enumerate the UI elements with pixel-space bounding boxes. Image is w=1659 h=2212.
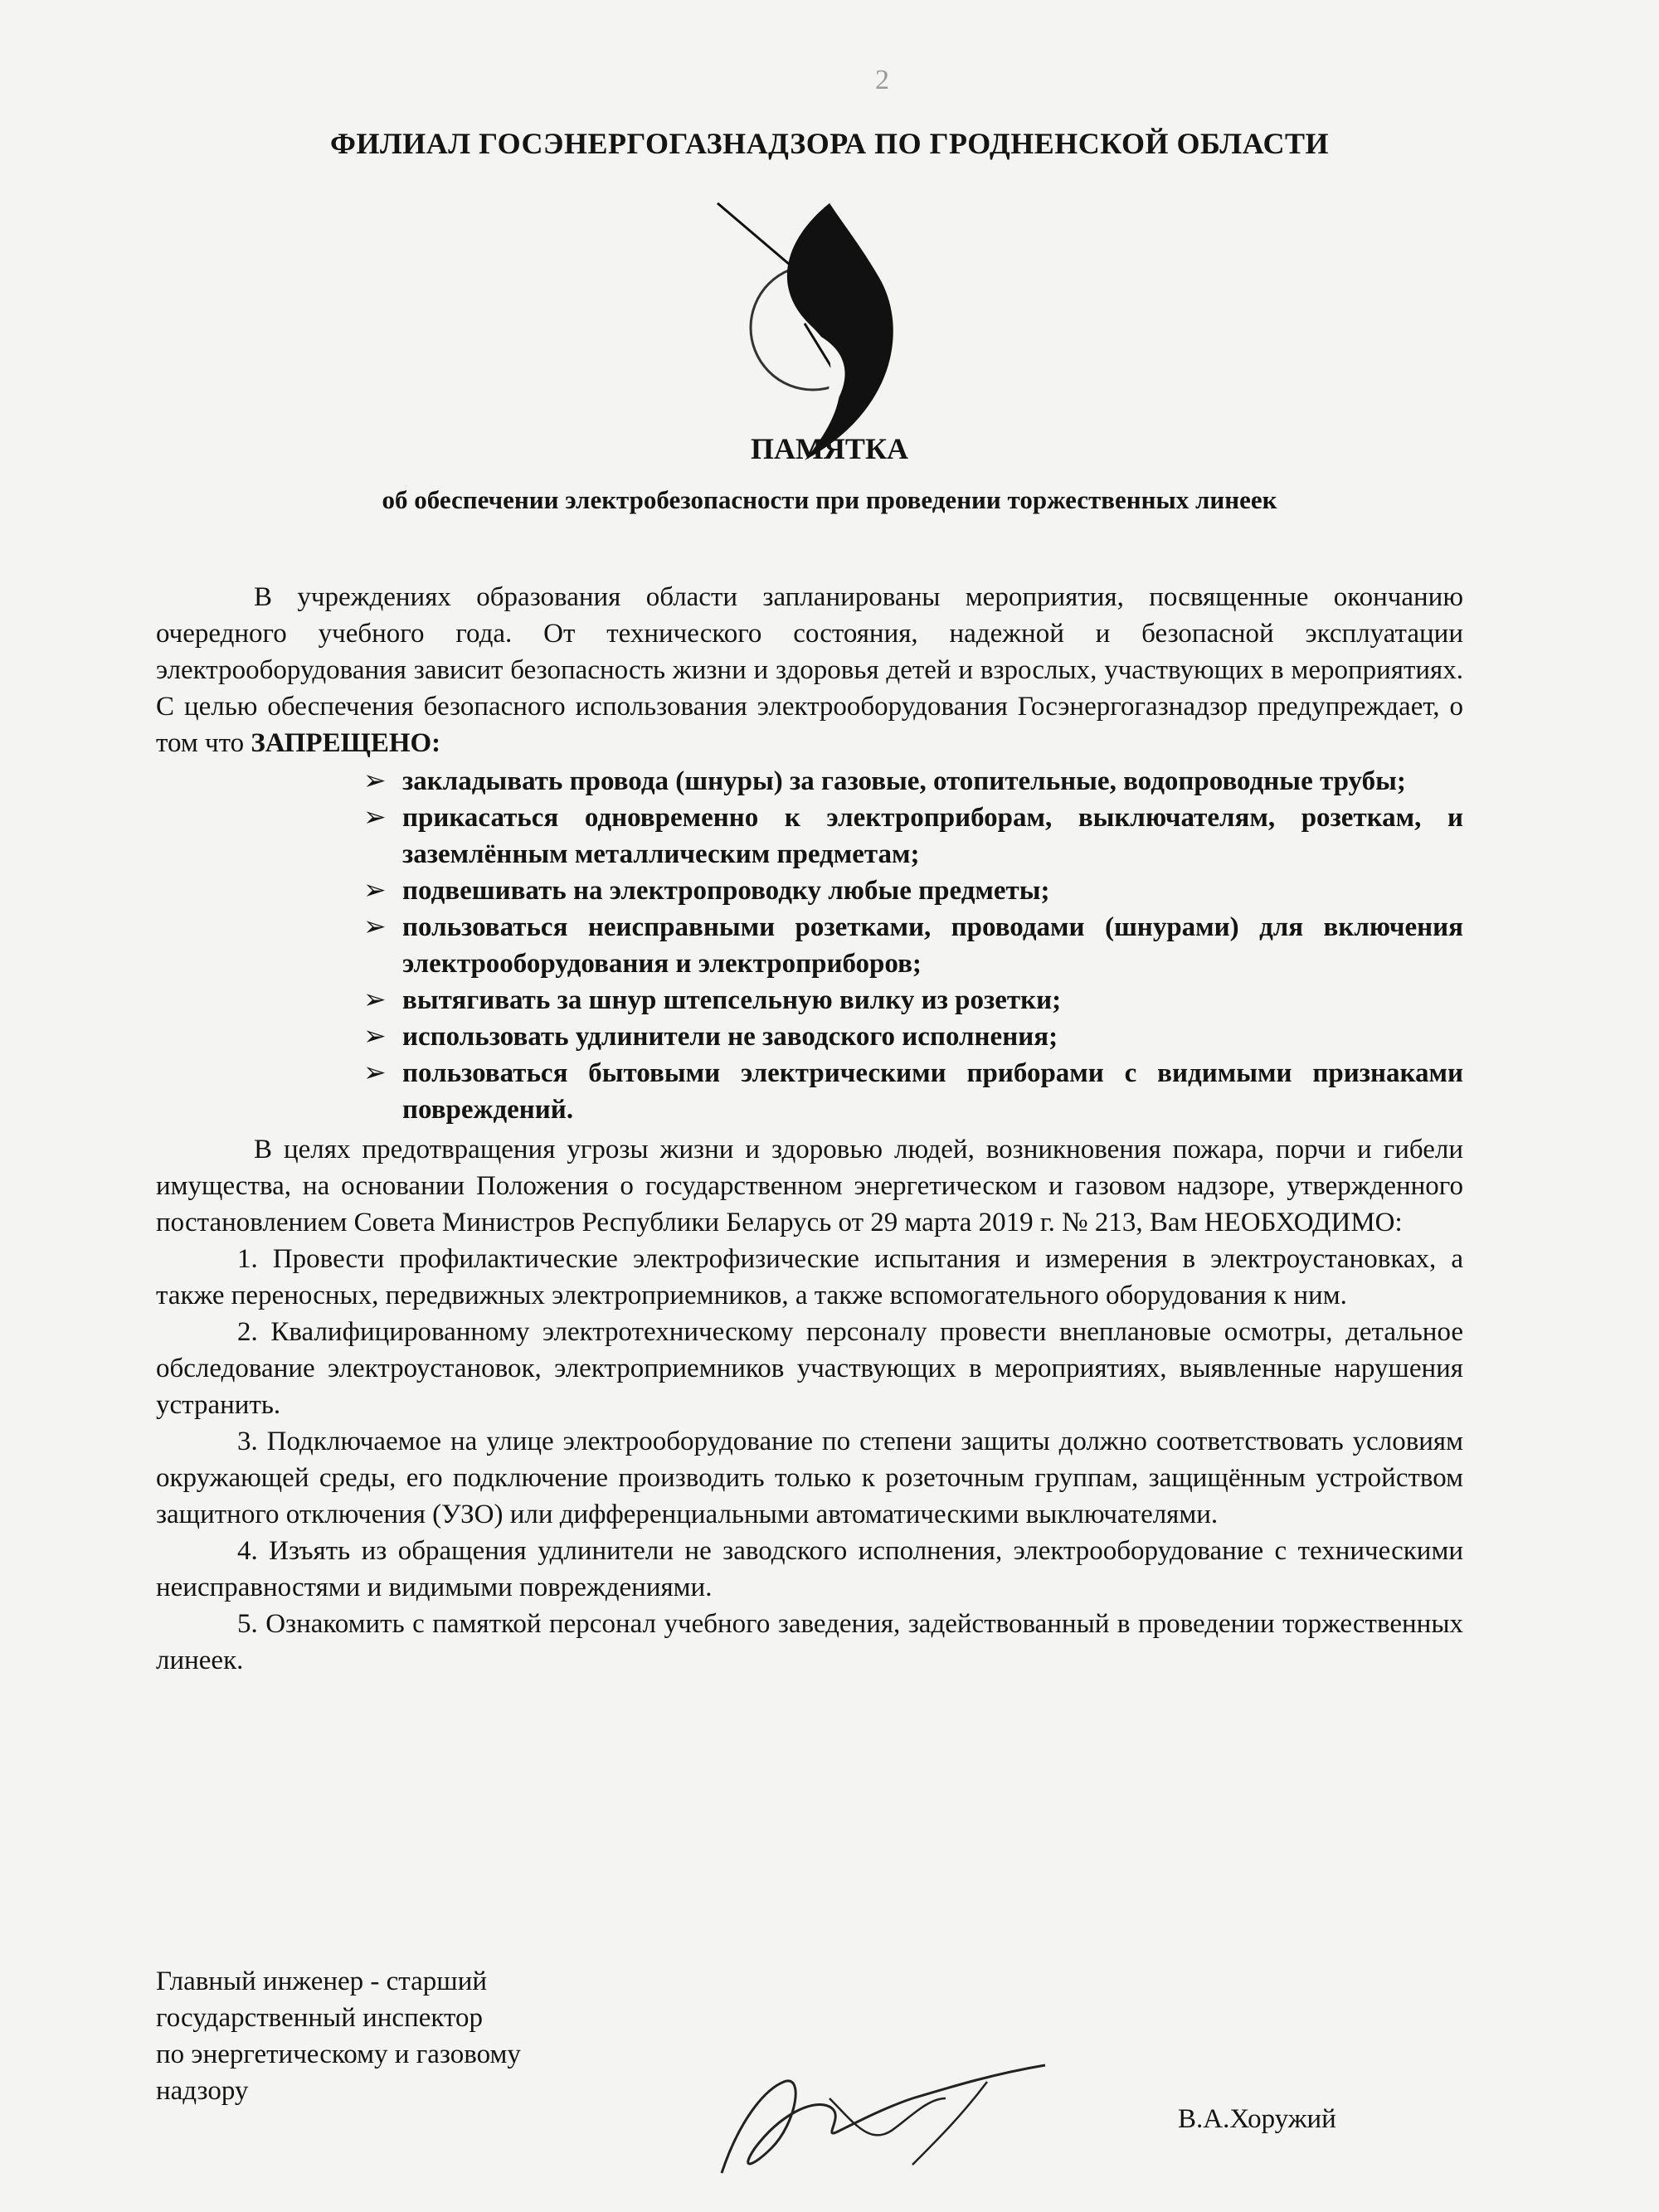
intro-text: В учреждениях образования области запланированы мероприятия, посвященные окончанию очередного учебного года. От технического состояния, надежной и безопасной эксплуатации электрооборудования зависит безопасность жизни и здоровья детей и взрослых, участвующих в мероприятиях. С целью обеспечения безопасного использования электрооборудования Госэнергогазнадзор предупреждает, о том что bbox=[156, 582, 1463, 758]
position-line: по энергетическому и газовому bbox=[156, 2039, 521, 2069]
forbidden-label: ЗАПРЕЩЕНО: bbox=[251, 728, 441, 758]
page-number: 2 bbox=[875, 65, 889, 95]
signer-position bbox=[156, 1963, 521, 2109]
position-line: Главный инженер - старший bbox=[156, 1966, 488, 1996]
list-item: ➢ использовать удлинители не заводского исполнения; bbox=[357, 1018, 1463, 1055]
requirement-item: 2. Квалифицированному электротехническому персоналу провести внеплановые осмотры, детальное обследование электроустановок, электроприемников участвующих в мероприятиях, выявленные нарушения устранить. bbox=[156, 1317, 1463, 1420]
arrow-bullet-icon: ➢ bbox=[363, 1058, 387, 1088]
arrow-bullet-icon: ➢ bbox=[363, 912, 387, 942]
document-title: ПАМЯТКА bbox=[750, 432, 909, 465]
list-item: ➢ вытягивать за шнур штепсельную вилку из розетки; bbox=[357, 982, 1463, 1018]
organization-header: ФИЛИАЛ ГОСЭНЕРГОГАЗНАДЗОРА ПО ГРОДНЕНСКОЙ ОБЛАСТИ bbox=[330, 127, 1329, 160]
position-line: надзору bbox=[156, 2076, 249, 2106]
requirement-item: 1. Провести профилактические электрофизические испытания и измерения в электроустановках, а также переносных, передвижных электроприемников, а также вспомогательного оборудования к ним. bbox=[156, 1244, 1463, 1310]
list-item: ➢ подвешивать на электропроводку любые предметы; bbox=[357, 873, 1463, 909]
arrow-bullet-icon: ➢ bbox=[363, 1022, 387, 1052]
requirement-item: 3. Подключаемое на улице электрооборудование по степени защиты должно соответствовать условиям окружающей среды, его подключение производить только к розеточным группам, защищённым устройством защитного отключения (УЗО) или дифференциальными автоматическими выключателями. bbox=[156, 1427, 1463, 1529]
arrow-bullet-icon: ➢ bbox=[363, 766, 387, 796]
list-item: ➢ прикасаться одновременно к электроприборам, выключателям, розеткам, и заземлённым металлическим предметам; bbox=[357, 800, 1463, 873]
list-item: ➢ закладывать провода (шнуры) за газовые, отопительные, водопроводные трубы; bbox=[357, 763, 1463, 800]
arrow-bullet-icon: ➢ bbox=[363, 876, 387, 906]
arrow-bullet-icon: ➢ bbox=[363, 803, 387, 833]
organization-logo-icon bbox=[713, 187, 912, 460]
list-item: ➢ пользоваться бытовыми электрическими приборами с видимыми признаками повреждений. bbox=[357, 1055, 1463, 1128]
document-subtitle: об обеспечении электробезопасности при проведении торжественных линеек bbox=[382, 485, 1277, 514]
requirement-intro: В целях предотвращения угрозы жизни и здоровью людей, возникновения пожара, порчи и гибели имущества, на основании Положения о государственном энергетическом и газовом надзоре, утвержденного постановлением Совета Министров Республики Беларусь от 29 марта 2019 г. № 213, Вам НЕОБХОДИМО: bbox=[156, 1135, 1463, 1237]
position-line: государственный инспектор bbox=[156, 2003, 483, 2033]
handwritten-signature bbox=[705, 2049, 1062, 2190]
prohibitions-list bbox=[156, 763, 1463, 1128]
intro-paragraph bbox=[156, 579, 1463, 761]
list-item: ➢ пользоваться неисправными розетками, проводами (шнурами) для включения электрооборудования и электроприборов; bbox=[357, 909, 1463, 982]
arrow-bullet-icon: ➢ bbox=[363, 985, 387, 1015]
requirement-item: 5. Ознакомить с памяткой персонал учебного заведения, задействованный в проведении торжественных линеек. bbox=[156, 1609, 1463, 1675]
document-body bbox=[156, 579, 1463, 1679]
requirement-item: 4. Изъять из обращения удлинители не заводского исполнения, электрооборудование с техническими неисправностями и видимыми повреждениями. bbox=[156, 1536, 1463, 1602]
signer-name: В.А.Хоружий bbox=[1178, 2104, 1336, 2134]
